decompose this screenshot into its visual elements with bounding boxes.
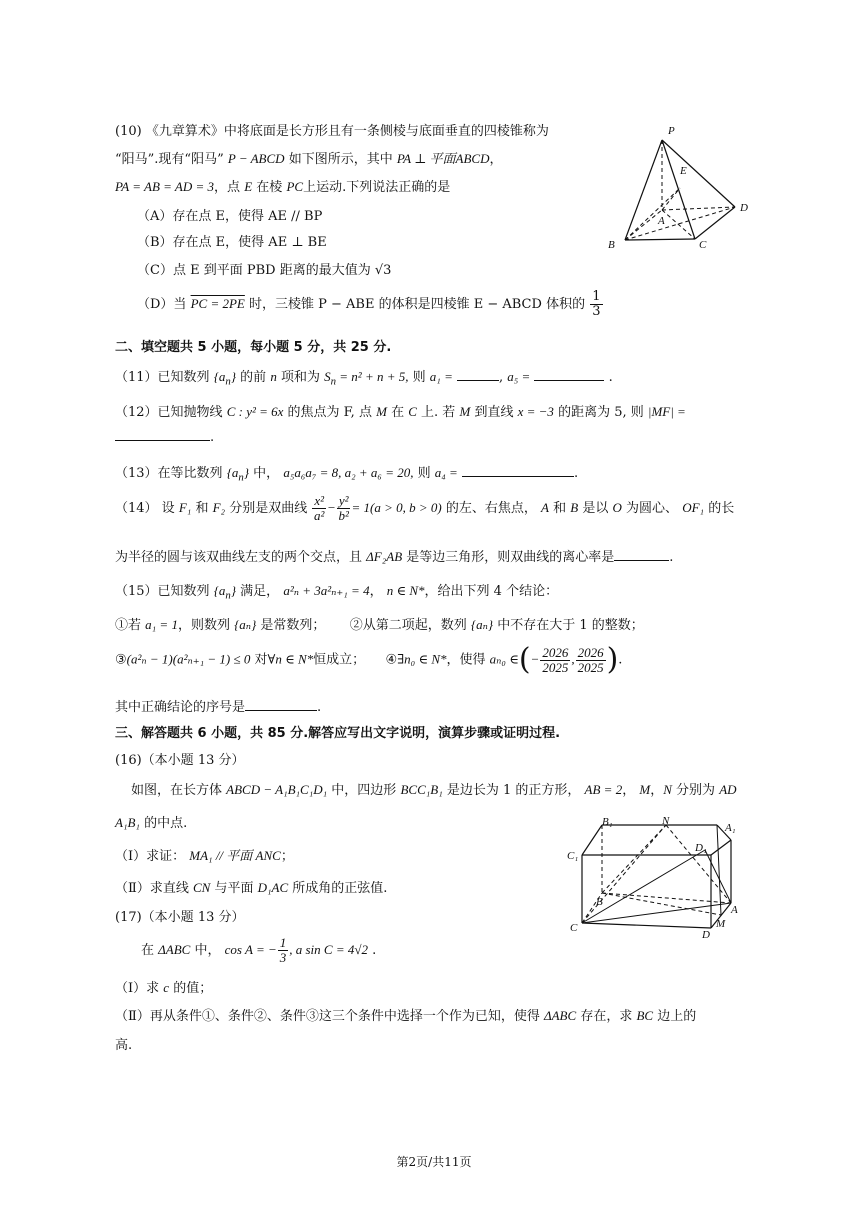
q15-line4 [115, 696, 321, 715]
q15-math: {aₙ} [234, 617, 257, 632]
q17-text: （Ⅱ）再从条件①、条件②、条件③这三个条件中选择一个作为已知，使得 [115, 1009, 540, 1024]
q15-text: ，则数列 [177, 618, 230, 633]
q10-option-a: （A）存在点 E，使得 AE // BP [137, 209, 323, 224]
q17-math: c [163, 980, 170, 995]
q15-line2 [115, 614, 644, 633]
q17-text: 的值； [173, 981, 213, 996]
label-C: C [570, 922, 578, 934]
q12-math: M [376, 404, 387, 419]
q14-text: 的左、右焦点， [445, 501, 537, 516]
q13 [115, 462, 578, 484]
label-B1: B₁ [602, 816, 613, 828]
q10-text: 在棱 [256, 180, 283, 195]
frac-den: b² [338, 508, 349, 523]
q13-math: } [243, 465, 250, 480]
label-P: P [668, 125, 675, 137]
q17-part2-cont: 高. [115, 1038, 133, 1053]
q15-math: ∀n ∈ N* [267, 651, 314, 667]
q17-math: cos A = − [224, 942, 277, 957]
q11 [115, 366, 613, 388]
q10-math: P − ABCD [227, 151, 285, 166]
frac-num: y² [338, 493, 349, 508]
q15-line3: ③(a²ₙ − 1)(a²ₙ₊₁ − 1) ≤ 0 对∀n ∈ N*恒成立； ④∃n₀ ∈ N*，使得 aₙ₀ ∈(− $\frac{2026}{2025}$ , $\frac{2026}{2025}$ ). [115, 642, 623, 677]
q16-math: M [639, 782, 651, 797]
q14-text: 分别是双曲线 [229, 501, 308, 516]
label-B: B [608, 239, 615, 251]
q10-math: PA ⊥ 平面ABCD [396, 151, 490, 166]
q14-text: 是以 [582, 501, 609, 516]
q12-math: C : y² = 6x [226, 404, 284, 419]
label-E: E [680, 165, 687, 177]
q15-math: aₙ₀ ∈ [489, 651, 519, 667]
label-N: N [662, 815, 670, 827]
q12-text: . [210, 430, 215, 445]
q16-text: ； [280, 849, 294, 864]
q15-math: n ∈ N* [386, 583, 425, 598]
q11-text: , [498, 370, 504, 385]
q12-text: （12）已知抛物线 [115, 405, 223, 420]
q17-math: , a sin C = 4√2 [289, 942, 368, 957]
q14-math: − [327, 500, 336, 515]
q16-part2 [115, 877, 387, 896]
q16-text: 与平面 [214, 881, 254, 896]
q15-math: (a²ₙ − 1)(a²ₙ₊₁ − 1) ≤ 0 [126, 651, 251, 667]
q14-math: F₂ [212, 500, 226, 515]
q16-math: MA₁ // 平面 ANC [189, 848, 281, 863]
q10-text: 上运动.下列说法正确的是 [303, 180, 451, 195]
q17-math: ΔABC [543, 1008, 577, 1023]
q15-text: 中不存在大于 1 的整数； [497, 618, 644, 633]
q10-option-d [137, 290, 604, 319]
q13-text: 则 [417, 466, 431, 481]
q17-math: BC [636, 1008, 654, 1023]
q10-math: PC [286, 179, 304, 194]
q15-text: 恒成立； [313, 652, 366, 668]
q16-text: 是边长为 1 的正方形， [446, 783, 581, 798]
frac-den: 2025 [577, 659, 604, 675]
q10-text: “阳马”.现有“阳马” [115, 152, 224, 167]
q11-sub: n [225, 375, 231, 388]
q10-text: （D）当 [137, 297, 187, 312]
q15-math: a₁ = 1 [145, 617, 178, 632]
label-D: D [702, 929, 710, 940]
q10-number: (10) [115, 124, 142, 139]
q15-text: 是常数列； [260, 618, 326, 633]
q16-text: ， [650, 783, 664, 798]
q15-text: . [618, 652, 623, 668]
q14-line1 [115, 494, 734, 523]
frac-num: x² [314, 493, 325, 508]
q12-math: M [459, 404, 471, 419]
q15-math: ∃n₀ ∈ N* [397, 651, 447, 667]
q16-line2 [115, 812, 187, 831]
q14-math: = 1(a > 0, b > 0) [351, 500, 442, 515]
q11-math: S [324, 369, 331, 384]
section3-heading: 三、解答题共 6 小题，共 85 分.解答应写出文字说明，演算步骤或证明过程. [115, 726, 561, 741]
q16-math: CN [192, 880, 211, 895]
q13-text: 中， [253, 466, 280, 481]
q16-math: BCC₁B₁ [400, 782, 443, 797]
q10-line2 [115, 148, 503, 167]
q12-line1 [115, 401, 686, 420]
q15-text: （15）已知数列 [115, 584, 210, 599]
q11-math: {a [213, 369, 226, 384]
q13-blank[interactable] [462, 466, 574, 477]
q12-math: C [408, 404, 417, 419]
frac-num: 2026 [577, 644, 604, 660]
q14-math: O [612, 500, 622, 515]
q14-blank[interactable] [614, 550, 669, 561]
q10-line1 [115, 120, 549, 139]
q17-text: 中， [194, 943, 221, 958]
q17-part2 [115, 1005, 696, 1024]
q10-fraction [590, 290, 602, 319]
q11-blank-2[interactable] [534, 370, 604, 381]
q11-sub: n [330, 375, 337, 388]
q15-text: ， [369, 584, 383, 599]
frac-den: 3 [592, 304, 601, 319]
q11-text: 项和为 [280, 370, 320, 385]
cuboid-figure [565, 815, 755, 940]
q11-text: . [608, 370, 613, 385]
q17-text: 边上的 [657, 1009, 697, 1024]
q10-text: 如下图所示，其中 [288, 152, 393, 167]
q11-text: （11）已知数列 [115, 370, 210, 385]
q16-line1 [131, 779, 737, 798]
label-A: A [731, 904, 738, 916]
q16-part1 [115, 845, 294, 864]
q16-text: 的中点. [144, 816, 188, 831]
section2-heading: 二、填空题共 5 小题，每小题 5 分，共 25 分. [115, 340, 392, 355]
q12-blank[interactable] [115, 430, 210, 441]
q15-text: ④ [385, 652, 398, 668]
q11-math: a₁ = [429, 369, 453, 384]
q12-text: 在 [391, 405, 405, 420]
frac-num: 1 [279, 935, 287, 950]
q11-text: 则 [412, 370, 426, 385]
q16-text: 分别为 [676, 783, 716, 798]
q15-fraction-1 [540, 646, 570, 675]
q15-blank[interactable] [245, 700, 317, 711]
q17-head: (17)（本小题 13 分） [115, 910, 245, 925]
label-C: C [699, 239, 707, 251]
q15-math: {a [213, 583, 226, 598]
q10-line3 [115, 176, 450, 195]
q10-vector-eq: PC = 2PE [190, 296, 245, 311]
q16-text: 所成角的正弦值. [292, 881, 388, 896]
label-A: A [658, 215, 665, 227]
q12-line2 [115, 430, 214, 445]
frac-den: 2025 [542, 659, 569, 675]
q16-math: ABCD − A₁B₁C₁D₁ [226, 782, 328, 797]
q15-text: 对 [254, 652, 268, 668]
q13-text: （13）在等比数列 [115, 466, 223, 481]
q14-text: . [669, 550, 674, 565]
q14-fraction-x [312, 494, 326, 523]
q16-text: （Ⅱ）求直线 [115, 881, 189, 896]
q11-blank-1[interactable] [457, 370, 499, 381]
q17-math: ΔABC [158, 942, 191, 957]
q11-text: 的前 [240, 370, 267, 385]
q10-option-b: （B）存在点 E，使得 AE ⊥ BE [137, 235, 327, 250]
q14-line2 [115, 546, 673, 565]
q15-math: a²ₙ + 3a²ₙ₊₁ = 4 [283, 583, 370, 598]
q13-math: a₄ = [434, 465, 458, 480]
q10-text: ，点 [214, 180, 241, 195]
q11-math: a₅ = [507, 369, 531, 384]
q15-text: ③ [115, 652, 127, 668]
q15-text: . [317, 700, 322, 715]
q17-text: 在 [141, 943, 155, 958]
q16-text: 中，四边形 [331, 783, 397, 798]
label-C1: C₁ [567, 850, 579, 862]
q10-math: E [244, 179, 253, 194]
q12-text: 上. 若 [421, 405, 456, 420]
page-footer: 第2页/共11页 [396, 1155, 472, 1169]
q16-math: AB = 2 [584, 782, 623, 797]
label-M: M [716, 918, 726, 930]
q10-text: 《九章算术》中将底面是长方形且有一条侧棱与底面垂直的四棱锥称为 [145, 124, 549, 139]
q10-text: ， [489, 152, 503, 167]
q15-math: , [571, 651, 575, 667]
q10-option-c: （C）点 E 到平面 PBD 距离的最大值为 √3 [137, 263, 392, 278]
frac-num: 2026 [542, 644, 569, 660]
label-A1: A₁ [725, 822, 736, 834]
q17-part1 [115, 977, 212, 996]
label-D: D [740, 202, 748, 214]
q14-math: F₁ [178, 500, 192, 515]
q14-math: ΔF₂AB [366, 549, 403, 564]
q17-text: 存在，求 [580, 1009, 633, 1024]
q10-text: 时，三棱锥 P − ABE 的体积是四棱锥 E − ABCD 体积的 [249, 297, 586, 312]
q14-fraction-y [337, 494, 351, 523]
q10-math: PA = AB = AD = 3 [115, 179, 215, 194]
q11-math: = n² + n + 5, [336, 369, 409, 384]
q12-text: 到直线 [474, 405, 514, 420]
q16-text: （Ⅰ）求证： [115, 849, 186, 864]
q11-math: n [270, 369, 277, 384]
q16-head: (16)（本小题 13 分） [115, 753, 245, 768]
q14-text: 为圆心、 [626, 501, 679, 516]
q15-fraction-2 [576, 646, 606, 675]
q15-math: } [230, 583, 237, 598]
q16-math: A₁B₁ [115, 815, 140, 830]
q16-math: D₁AC [257, 880, 289, 895]
q15-text: 满足， [240, 584, 280, 599]
q15-text: 其中正确结论的序号是 [115, 700, 246, 715]
q17-line1 [141, 936, 376, 965]
q14-text: 是等边三角形，则双曲线的离心率是 [406, 550, 615, 565]
q17-fraction [278, 936, 289, 965]
frac-den: 3 [279, 950, 287, 965]
q13-math: {a [226, 465, 239, 480]
q15-line1 [115, 580, 558, 602]
q14-math: A [541, 500, 549, 515]
q14-math: B [570, 500, 579, 515]
q15-text: ，使得 [446, 652, 486, 668]
frac-num: 1 [592, 289, 601, 304]
q15-text: ②从第二项起，数列 [349, 618, 467, 633]
q13-text: . [573, 466, 579, 481]
q13-sub: n [238, 471, 244, 484]
pyramid-figure [600, 118, 760, 258]
label-B: B [596, 896, 603, 908]
q14-text: 和 [195, 501, 209, 516]
q17-text: （Ⅰ）求 [115, 981, 160, 996]
q14-text: 为半径的圆与该双曲线左支的两个交点，且 [115, 550, 363, 565]
frac-den: a² [313, 508, 325, 523]
q15-math: − [530, 651, 540, 667]
q15-math: {aₙ} [470, 617, 494, 632]
q12-text: 的距离为 5, 则 [558, 405, 644, 420]
q14-text: （14） 设 [115, 501, 175, 516]
q14-math: OF₁ [682, 500, 705, 515]
q14-text: 和 [553, 501, 567, 516]
q12-text: 的焦点为 F, 点 [287, 405, 372, 420]
q15-sub: n [225, 589, 231, 602]
q14-text: 的长 [708, 501, 735, 516]
q15-text: ，给出下列 4 个结论： [424, 584, 559, 599]
q12-math: x = −3 [517, 404, 554, 419]
q17-text: . [372, 943, 377, 958]
q16-math: AD [719, 782, 737, 797]
label-D1: D₁ [695, 842, 707, 854]
q16-text: ， [622, 783, 636, 798]
q13-math: a₅a₆a₇ = 8, a₂ + a₆ = 20, [283, 465, 414, 480]
q15-text: ①若 [115, 618, 142, 633]
q11-math: } [230, 369, 237, 384]
q12-math: |MF| = [647, 404, 686, 419]
q16-text: 如图，在长方体 [131, 783, 223, 798]
q16-math: N [663, 782, 672, 797]
